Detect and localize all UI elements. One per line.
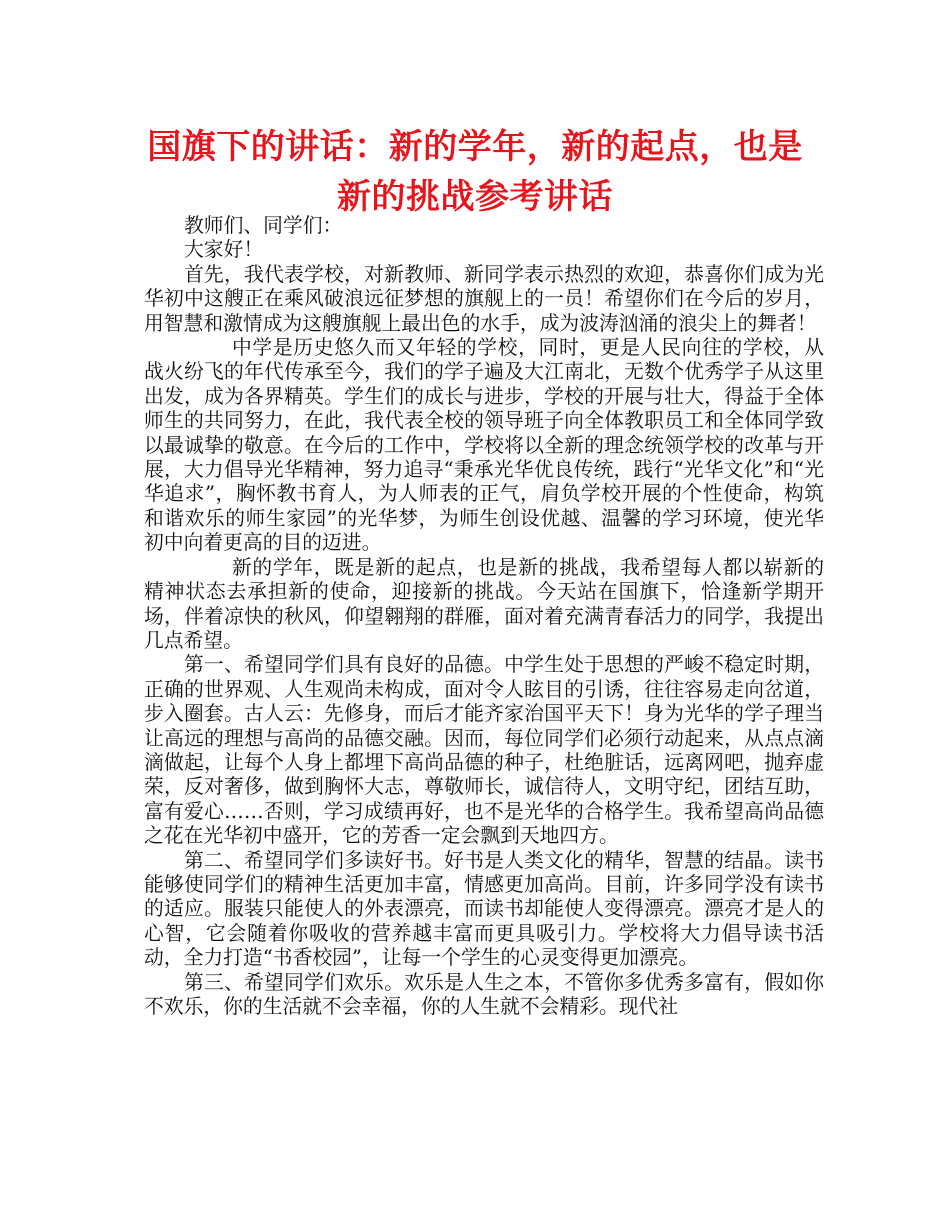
new-year-paragraph: 新的学年，既是新的起点，也是新的挑战，我希望每人都以崭新的精神状态去承担新的使命，迎接新的挑战。今天站在国旗下，恰逢新学期开场，伴着凉快的秋风，仰望翱翔的群雁，面对着充满青春活力的同学，我提出几点希望。 [144,555,824,652]
document-title: 国旗下的讲话：新的学年，新的起点，也是新的挑战参考讲话 [147,127,803,217]
school-history-paragraph: 中学是历史悠久而又年轻的学校，同时，更是人民向往的学校，从战火纷飞的年代传承至今，我们的学子遍及大江南北，无数个优秀学子从这里出发，成为各界精英。学生们的成长与进步，学校的开展与壮大，得益于全体师生的共同努力，在此，我代表全校的领导班子向全体教职员工和全体同学致以最诚挚的敬意。在今后的工作中，学校将以全新的理念统领学校的改革与开展，大力倡导光华精神，努力追寻“秉承光华优良传统，践行“光华文化”和“光华追求”，胸怀教书育人，为人师表的正气，肩负学校开展的个性使命，构筑和谐欢乐的师生家园”的光华梦，为师生创设优越、温馨的学习环境，使光华初中向着更高的目的迈进。 [144,336,824,555]
hope-two-paragraph: 第二、希望同学们多读好书。好书是人类文化的精华，智慧的结晶。读书能够使同学们的精神生活更加丰富，情感更加高尚。目前，许多同学没有读书的适应。服装只能使人的外表漂亮，而读书却能使人变得漂亮。漂亮才是人的心智，它会随着你吸收的营养越丰富而更具吸引力。学校将大力倡导读书活动，全力打造“书香校园”，让每一个学生的心灵变得更加漂亮。 [144,848,824,970]
welcome-paragraph: 首先，我代表学校，对新教师、新同学表示热烈的欢迎，恭喜你们成为光华初中这艘正在乘风破浪远征梦想的旗舰上的一员！希望你们在今后的岁月，用智慧和激情成为这艘旗舰上最出色的水手，成为波涛汹涌的浪尖上的舞者！ [144,262,824,335]
hope-one-paragraph: 第一、希望同学们具有良好的品德。中学生处于思想的严峻不稳定时期，正确的世界观、人生观尚未构成，面对令人眩目的引诱，往往容易走向岔道，步入圈套。古人云：先修身，而后才能齐家治国平天下！身为光华的学子理当让高远的理想与高尚的品德交融。因而，每位同学们必须行动起来，从点点滴滴做起，让每个人身上都埋下高尚品德的种子，杜绝脏话，远离网吧，抛弃虚荣，反对奢侈，做到胸怀大志，尊敬师长，诚信待人，文明守纪，团结互助，富有爱心……否则，学习成绩再好，也不是光华的合格学生。我希望高尚品德之花在光华初中盛开，它的芳香一定会飘到天地四方。 [144,653,824,848]
salutation-paragraph: 教师们、同学们： [184,214,343,237]
hope-three-paragraph: 第三、希望同学们欢乐。欢乐是人生之本，不管你多优秀多富有，假如你不欢乐，你的生活就不会幸福，你的人生就不会精彩。现代社 [144,970,824,1018]
greeting-paragraph: 大家好！ [184,238,264,262]
document-body [144,214,824,1019]
